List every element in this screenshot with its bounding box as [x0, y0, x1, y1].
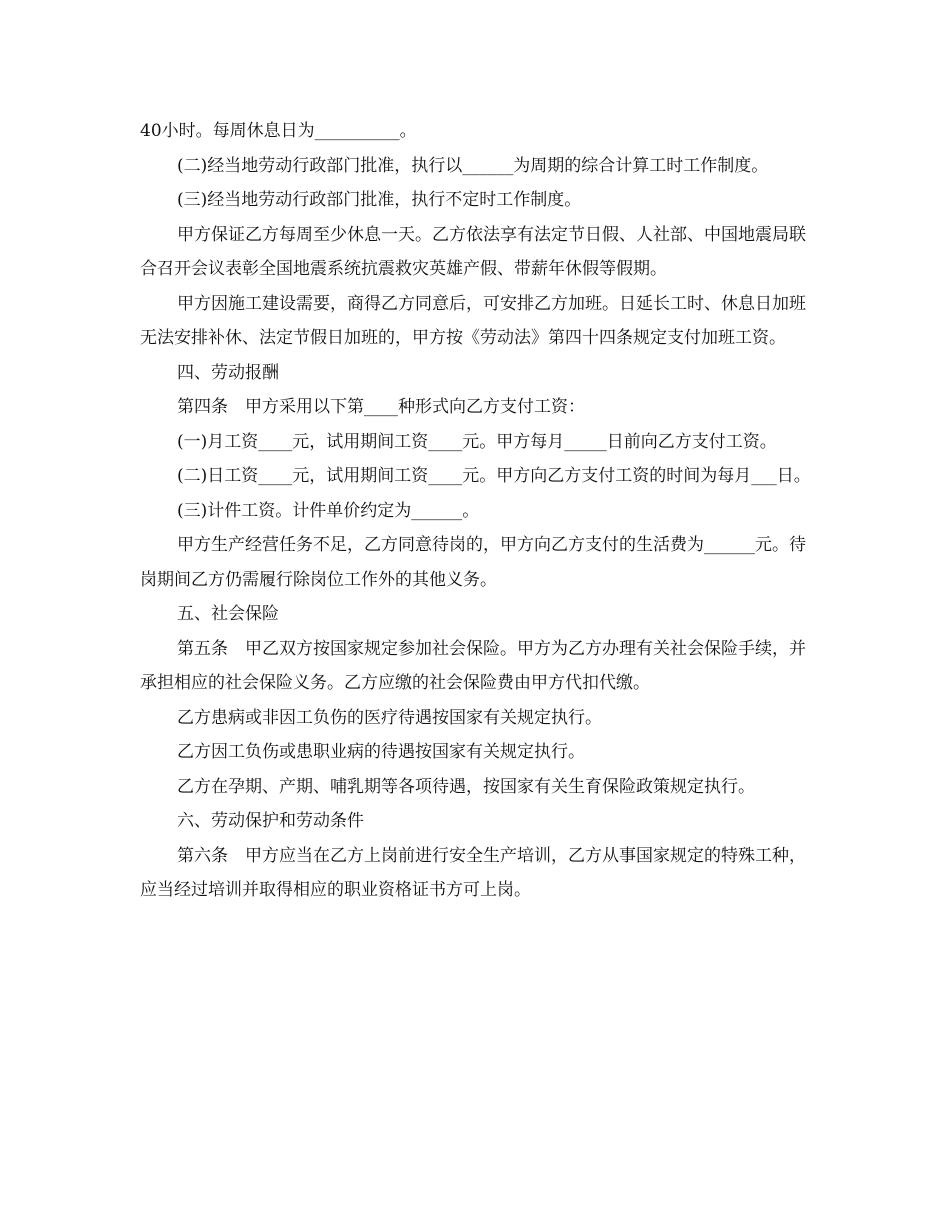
- section-heading-remuneration: 四、劳动报酬: [177, 362, 279, 383]
- article-four: 第四条 甲方采用以下第____种形式向乙方支付工资：: [177, 397, 585, 417]
- paragraph-monthly-wage: (一)月工资____元，试用期间工资____元。甲方每月_____日前向乙方支付工资。: [177, 431, 777, 452]
- paragraph-comprehensive-hours: (二)经当地劳动行政部门批准，执行以______为周期的综合计算工时工作制度。: [177, 155, 769, 176]
- article-five: 第五条 甲乙双方按国家规定参加社会保险。甲方为乙方办理有关社会保险手续，并承担相应的社会保险义务。乙方应缴的社会保险费由甲方代扣代缴。: [140, 638, 806, 693]
- paragraph-standby: 甲方生产经营任务不足，乙方同意待岗的，甲方向乙方支付的生活费为______元。待岗期间乙方仍需履行除岗位工作外的其他义务。: [140, 535, 806, 590]
- paragraph-weekly-rest: 40小时。每周休息日为__________。: [140, 121, 417, 141]
- paragraph-illness: 乙方患病或非因工负伤的医疗待遇按国家有关规定执行。: [177, 707, 602, 728]
- paragraph-daily-wage: (二)日工资____元，试用期间工资____元。甲方向乙方支付工资的时间为每月___日。: [177, 466, 811, 486]
- paragraph-work-injury: 乙方因工负伤或患职业病的待遇按国家有关规定执行。: [177, 742, 585, 762]
- paragraph-rest-guarantee: 甲方保证乙方每周至少休息一天。乙方依法享有法定节日假、人社部、中国地震局联合召开会议表彰全国地震系统抗震救灾英雄产假、带薪年休假等假期。: [140, 224, 806, 279]
- paragraph-maternity: 乙方在孕期、产期、哺乳期等各项待遇，按国家有关生育保险政策规定执行。: [177, 776, 755, 797]
- section-heading-labor-protection: 六、劳动保护和劳动条件: [177, 811, 364, 831]
- document-body: [140, 114, 812, 908]
- article-six: 第六条 甲方应当在乙方上岗前进行安全生产培训，乙方从事国家规定的特殊工种，应当经过培训并取得相应的职业资格证书方可上岗。: [140, 845, 806, 900]
- section-heading-social-insurance: 五、社会保险: [177, 604, 279, 624]
- paragraph-piece-wage: (三)计件工资。计件单价约定为______。: [177, 500, 480, 521]
- paragraph-overtime: 甲方因施工建设需要，商得乙方同意后，可安排乙方加班。日延长工时、休息日加班无法安排补休、法定节假日加班的，甲方按《劳动法》第四十四条规定支付加班工资。: [140, 293, 806, 348]
- paragraph-flexible-hours: (三)经当地劳动行政部门批准，执行不定时工作制度。: [177, 190, 582, 210]
